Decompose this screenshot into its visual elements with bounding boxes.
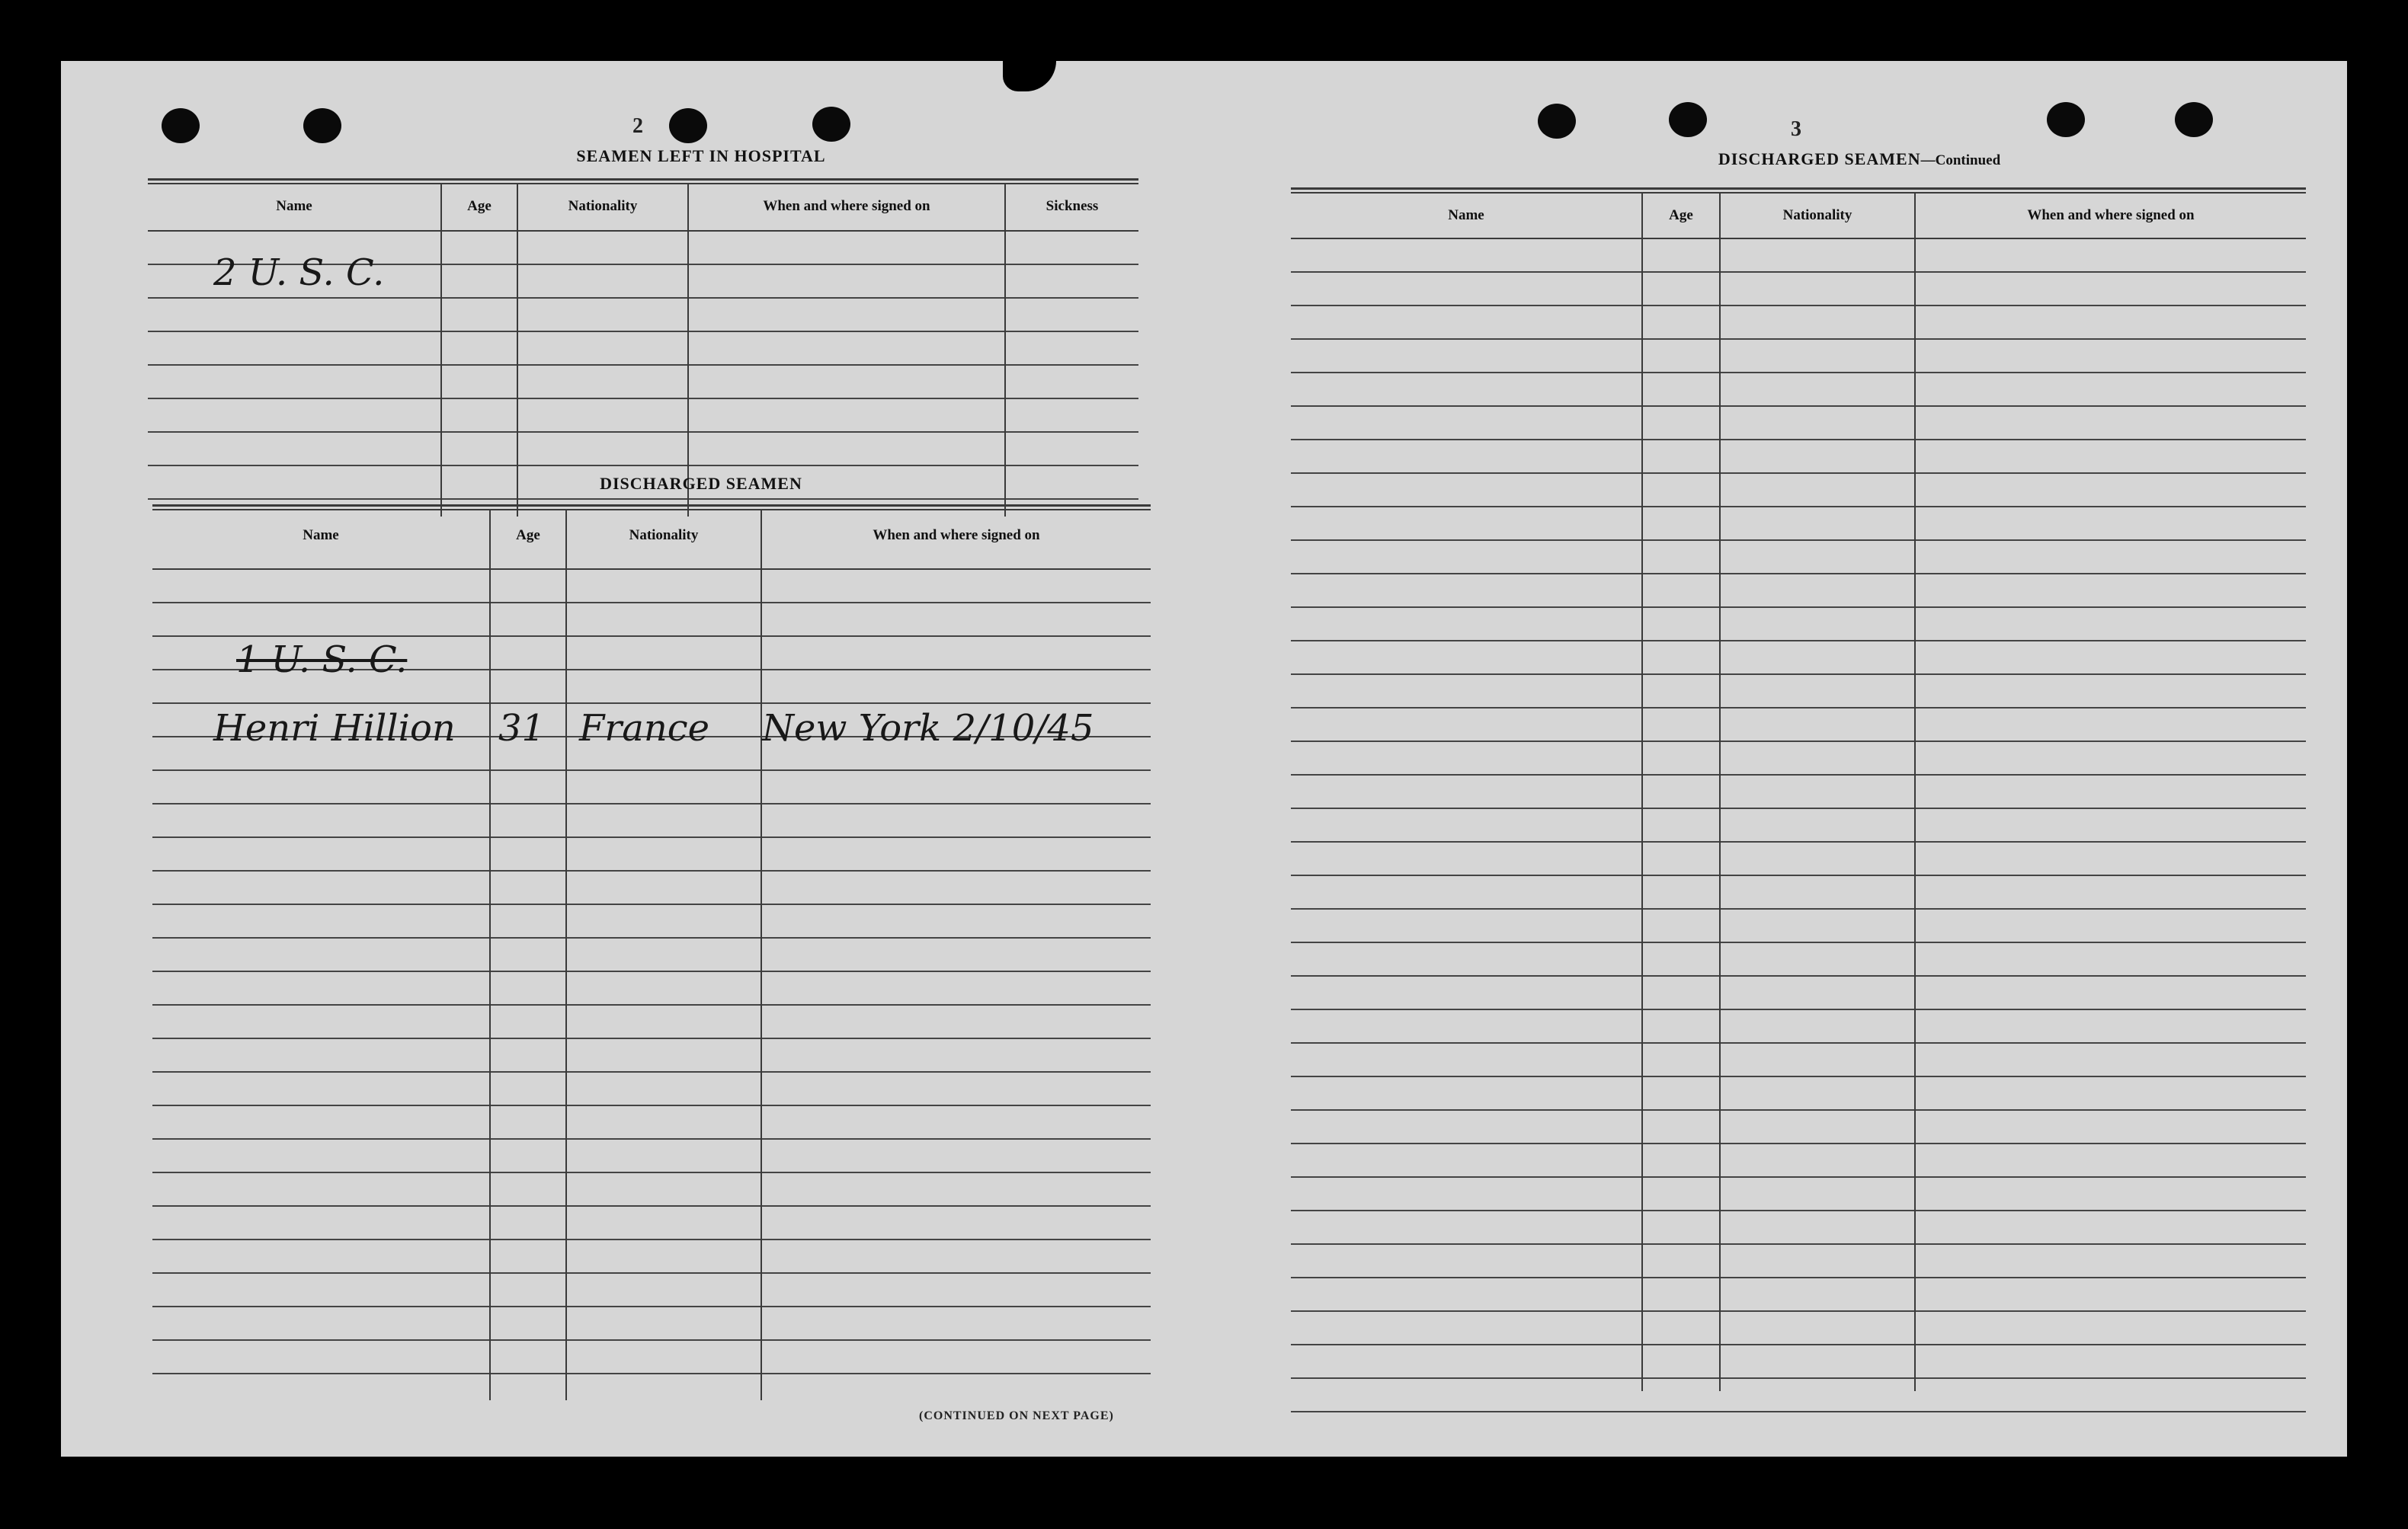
discharged-title: DISCHARGED SEAMEN <box>600 474 802 493</box>
seaman-nationality: France <box>579 707 710 750</box>
col-header-signed-on: When and where signed on <box>873 527 1040 543</box>
col-header-name: Name <box>1448 207 1484 223</box>
punch-hole <box>669 108 707 143</box>
col-header-nationality: Nationality <box>568 198 638 214</box>
hospital-table <box>148 178 1138 517</box>
hospital-handwritten-entry: 2 U. S. C. <box>213 251 385 294</box>
col-header-signed-on: When and where signed on <box>2027 207 2195 223</box>
discharged-continued-table <box>1291 187 2306 1391</box>
col-header-name: Name <box>276 198 312 214</box>
struck-entry: 1 U. S. C. <box>236 638 408 681</box>
page-number-right: 3 <box>1791 117 1801 141</box>
seaman-signed-on: New York 2/10/45 <box>762 707 1094 750</box>
punch-hole <box>162 108 200 143</box>
continued-title <box>1585 149 2134 169</box>
punch-hole <box>812 107 850 142</box>
col-header-nationality: Nationality <box>629 527 699 543</box>
seaman-name: Henri Hillion <box>213 707 456 750</box>
continued-title-suffix: —Continued <box>1920 152 2001 168</box>
col-header-signed-on: When and where signed on <box>763 198 930 214</box>
col-header-sickness: Sickness <box>1045 198 1099 214</box>
seaman-age: 31 <box>498 707 546 750</box>
punch-hole <box>2175 102 2213 137</box>
punch-hole <box>2047 102 2085 137</box>
torn-notch <box>1003 61 1056 91</box>
col-header-name: Name <box>303 527 339 543</box>
punch-hole <box>1669 102 1707 137</box>
page-number-left: 2 <box>632 114 643 138</box>
col-header-age: Age <box>516 527 540 543</box>
hospital-title: SEAMEN LEFT IN HOSPITAL <box>576 146 826 165</box>
col-header-nationality: Nationality <box>1782 207 1852 223</box>
ledger-sheet <box>61 61 2347 1457</box>
continued-title-main: DISCHARGED SEAMEN <box>1718 149 1921 168</box>
col-header-age: Age <box>1669 207 1693 223</box>
punch-hole <box>303 108 341 143</box>
col-header-age: Age <box>467 198 492 214</box>
punch-hole <box>1538 104 1576 139</box>
continued-note: (CONTINUED ON NEXT PAGE) <box>919 1409 1114 1422</box>
